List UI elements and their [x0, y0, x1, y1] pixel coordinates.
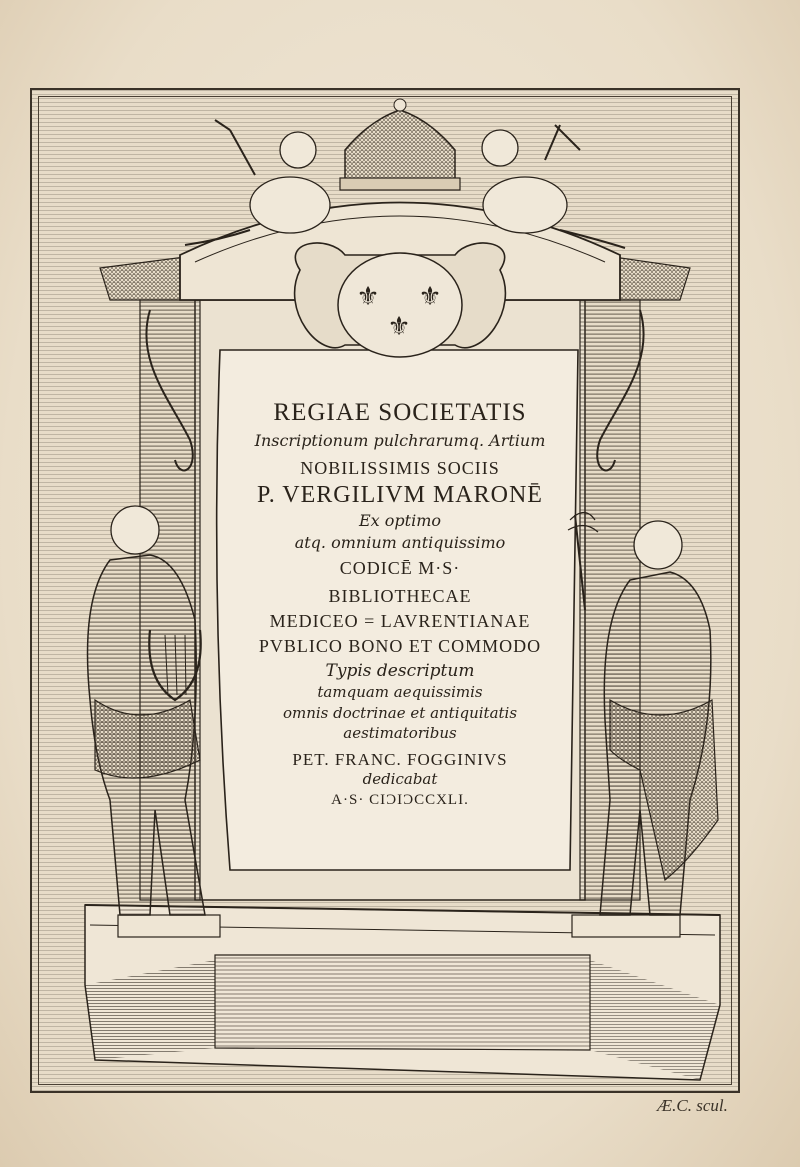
inscription-line: Typis descriptum: [325, 661, 475, 681]
fleur-de-lis-icon: ⚜: [418, 282, 442, 312]
inscription-line: MEDICEO = LAVRENTIANAE: [269, 611, 531, 631]
inscription-line: NOBILISSIMIS SOCIIS: [300, 458, 500, 478]
crown: [340, 99, 460, 190]
inscription-line: A·S· CIƆIƆCCXLI.: [331, 792, 469, 808]
inscription-line: BIBLIOTHECAE: [328, 586, 472, 606]
fleur-de-lis-icon: ⚜: [387, 312, 411, 342]
inscription-line: REGIAE SOCIETATIS: [273, 399, 527, 426]
inscription-line: PET. FRANC. FOGGINIVS: [292, 750, 508, 769]
inscription-line: omnis doctrinae et antiquitatis: [282, 704, 518, 722]
inscription-line: Ex optimo: [358, 511, 441, 530]
inscription-line: tamquam aequissimis: [317, 683, 483, 701]
inscription-line: PVBLICO BONO ET COMMODO: [258, 636, 542, 656]
inscription-line: P. VERGILIVM MARONĒ: [257, 482, 543, 508]
coat-of-arms: [295, 243, 506, 357]
engraver-signature: Æ.C. scul.: [657, 1096, 728, 1115]
inscription-line: Inscriptionum pulchrarumq. Artium: [254, 431, 546, 450]
dedication-inscription: [222, 396, 578, 808]
inscription-line: CODICĒ M·S·: [339, 558, 461, 578]
fleur-de-lis-icon: ⚜: [356, 282, 380, 312]
inscription-line: aestimatoribus: [343, 724, 457, 742]
inscription-line: atq. omnium antiquissimo: [294, 533, 506, 552]
inscription-line: dedicabat: [362, 770, 438, 788]
